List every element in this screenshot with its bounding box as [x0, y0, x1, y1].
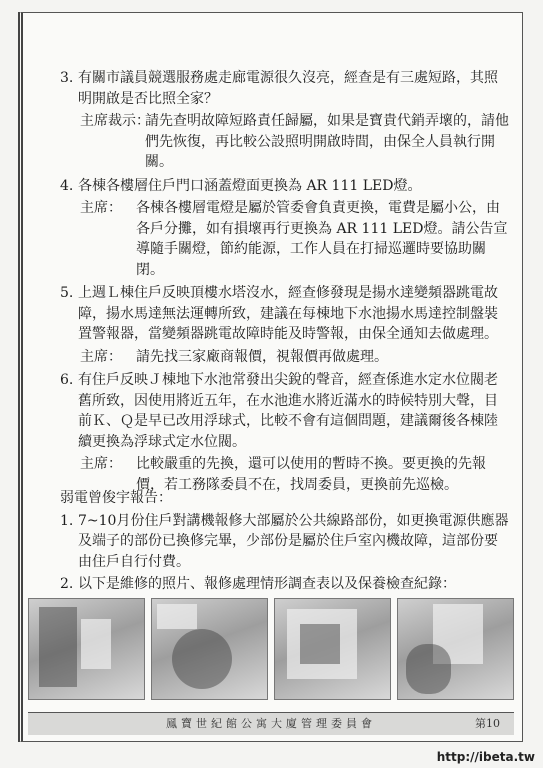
- reply-text: 比較嚴重的先換，還可以使用的暫時不換。要更換的先報價，若工務隊委員不在，找周委員，更換前先巡檢。: [136, 456, 486, 493]
- item-number: 5.: [60, 285, 74, 301]
- item-number: 6.: [60, 372, 74, 388]
- item-number: 1.: [60, 512, 74, 529]
- agenda-item-5: [60, 283, 510, 345]
- item-text: 各棟各樓層住戶門口涵蓋燈面更換為 AR 111 LED燈。: [78, 177, 422, 194]
- reply-label: 主席：: [80, 456, 122, 472]
- item-number: 4.: [60, 177, 74, 194]
- repair-photo-1: [28, 598, 145, 700]
- item-text: 有關市議員競選服務處走廊電源很久沒亮，經查是有三處短路，其照明開啟是否比照全家？: [78, 70, 498, 107]
- reply-label: 主席：: [80, 348, 122, 365]
- item-text: 7~10月份住戶對講機報修大部屬於公共線路部份，如更換電源供應器及端子的部份已換修完畢，少部份是屬於住戶室內機故障，這部份要由住戶自行付費。: [78, 512, 509, 570]
- site-watermark: http://ibeta.tw: [436, 750, 535, 764]
- repair-photos: [28, 598, 514, 698]
- report-item-2: [60, 574, 510, 595]
- chair-reply-4: [80, 198, 510, 280]
- agenda-item-4: [60, 176, 510, 197]
- repair-photo-4: [397, 598, 514, 700]
- item-number: 3.: [60, 70, 74, 86]
- page-footer: [28, 712, 514, 735]
- committee-name: 鳳寶世紀館公寓大廈管理委員會: [166, 717, 376, 730]
- chair-reply-5: [80, 347, 510, 368]
- repair-photo-2: [151, 598, 268, 700]
- item-text: 上週Ｌ棟住戶反映頂樓水塔沒水，經查修發現是揚水達變頻器跳電故障，揚水馬達無法運轉所致，建議在每棟地下水池揚水馬達控制盤裝置警報器，當變頻器跳電故障時能及時警報，由保全通知去做處理。: [78, 285, 498, 342]
- item-number: 2.: [60, 576, 74, 592]
- item-text: 以下是維修的照片、報修處理情形調查表以及保養檢查紀錄：: [78, 576, 456, 592]
- chair-reply-3: [80, 111, 510, 173]
- minutes-content: [60, 68, 510, 498]
- page-number: 第10: [475, 717, 500, 730]
- section-title: 弱電曾俊宇報告：: [60, 490, 172, 506]
- low-voltage-report: [20, 488, 510, 597]
- agenda-item-3: [60, 68, 510, 109]
- reply-label: 主席裁示：: [80, 113, 150, 129]
- report-item-1: [60, 511, 510, 573]
- repair-photo-3: [274, 598, 391, 700]
- item-text: 有住戶反映Ｊ棟地下水池常發出尖銳的聲音，經查係進水定水位閥老舊所致，因使用將近五年，在水池進水將近滿水的時候特別大聲，目前Ｋ、Ｑ是早已改用浮球式，比較不會有這個問題，建議爾後各棟陸續更換為浮球式定水位閥。: [78, 372, 498, 450]
- reply-text: 請先找三家廠商報價，視報價再做處理。: [136, 348, 388, 365]
- reply-text: 各棟各樓層電燈是屬於管委會負責更換，電費是屬小公，由各戶分攤，如有損壞再行更換為 AR 111 LED燈。請公告宣導隨手關燈，節約能源，工作人員在打掃巡邏時要協助關閉。: [136, 200, 508, 278]
- reply-text: 請先查明故障短路責任歸屬，如果是寶貴代銷弄壞的，請他們先恢復，再比較公設照明開啟時間，由保全人員執行開關。: [145, 113, 509, 170]
- agenda-item-6: [60, 370, 510, 452]
- reply-label: 主席：: [80, 200, 122, 216]
